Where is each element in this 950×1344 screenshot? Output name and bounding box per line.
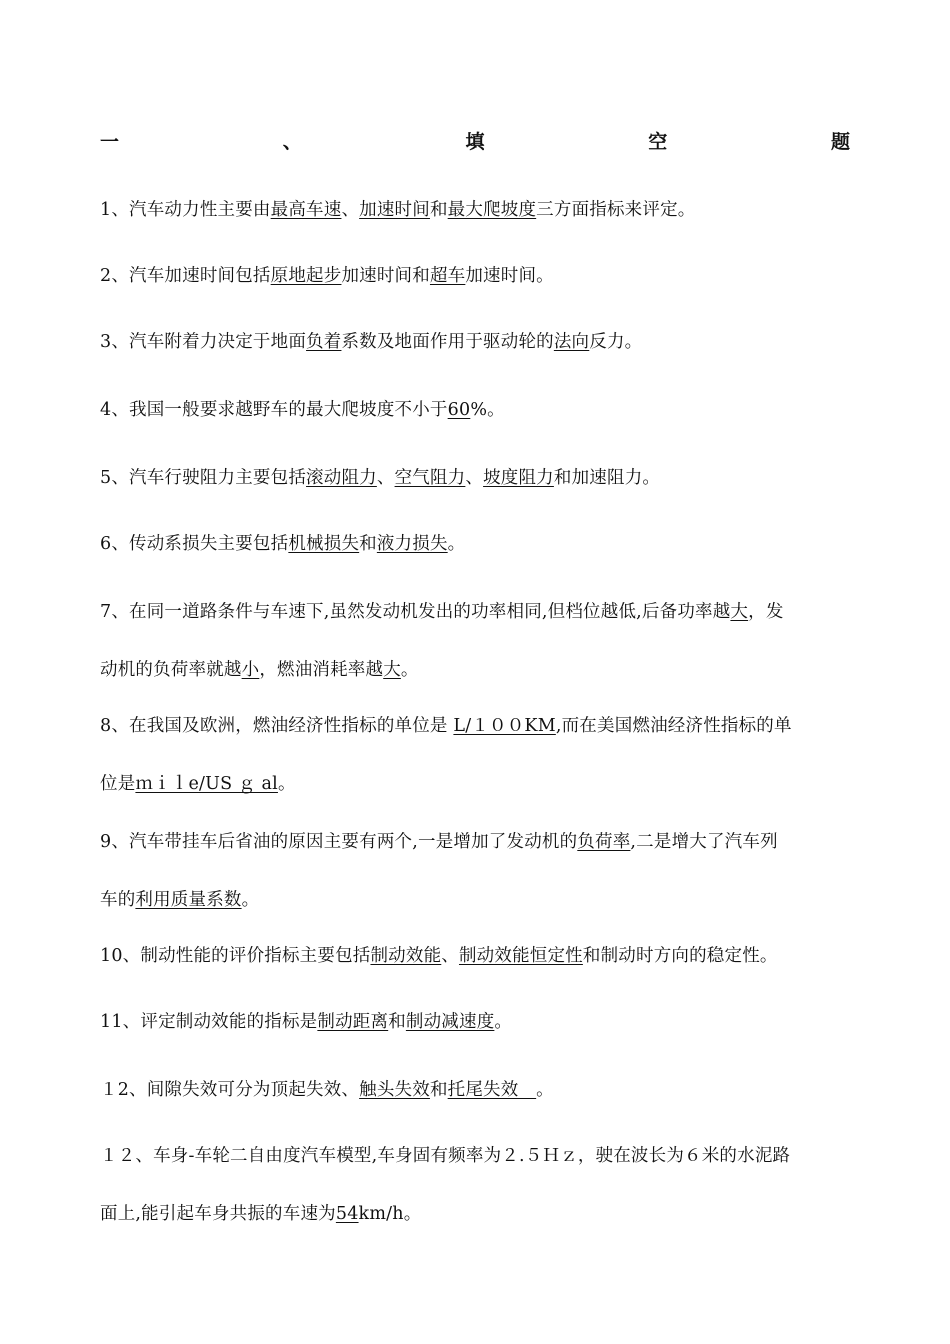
question-10 [100, 927, 852, 985]
answer: 制动距离 [317, 1012, 389, 1032]
text: 位是 [100, 774, 136, 794]
text: 和 [429, 200, 448, 220]
text: 三方面指标来评定。 [536, 200, 696, 220]
question-4 [100, 381, 852, 439]
text: 加速时间。 [465, 266, 554, 286]
answer: 最高车速 [270, 200, 342, 220]
text-line [100, 697, 852, 755]
text: 11、评定制动效能的指标是 [100, 1012, 318, 1032]
text: 加速时间和 [341, 266, 430, 286]
text: 面上,能引起车身共振的车速为 [100, 1204, 336, 1224]
question-7 [100, 583, 852, 699]
text: ,而在美国燃油经济性指标的单 [555, 716, 792, 736]
text: 。 [277, 774, 296, 794]
answer: 制动减速度 [405, 1012, 495, 1032]
text-line [100, 641, 852, 699]
text: 4、我国一般要求越野车的最大爬坡度不小于 [100, 400, 448, 420]
answer: ｍｉｌe/US ｇ al [135, 774, 278, 794]
answer: L/１００KM [453, 716, 556, 736]
text: ,二是增大了汽车列 [630, 832, 778, 852]
text: 反力。 [589, 332, 643, 352]
answer: 机械损失 [288, 534, 360, 554]
answer: 超车 [429, 266, 466, 286]
answer: 负着 [306, 332, 342, 352]
answer: 小 [241, 660, 260, 680]
answer: 大 [730, 602, 749, 622]
heading-char: 空 [648, 131, 668, 153]
text: 。 [241, 890, 260, 910]
text: 系数及地面作用于驱动轮的 [341, 332, 554, 352]
question-3 [100, 313, 852, 371]
text: 和 [388, 1012, 406, 1032]
text: %。 [470, 400, 505, 420]
text-line [100, 755, 852, 813]
answer: 原地起步 [270, 266, 342, 286]
heading-char: 题 [830, 131, 850, 153]
text: 。 [400, 660, 419, 680]
answer: 60 [447, 400, 471, 420]
answer: 加速时间 [359, 200, 430, 220]
answer: 利用质量系数 [135, 890, 242, 910]
text: 和加速阻力。 [553, 468, 661, 488]
text: １2、间隙失效可分为顶起失效、 [100, 1080, 360, 1100]
text: 。 [447, 534, 466, 554]
question-12b [100, 1127, 852, 1243]
text: 5、汽车行驶阻力主要包括 [100, 468, 307, 488]
text: 8、在我国及欧洲，燃油经济性指标的单位是 [100, 716, 454, 736]
heading-char: 填 [465, 131, 485, 153]
text: 10、制动性能的评价指标主要包括 [100, 946, 371, 966]
answer: 负荷率 [577, 832, 631, 852]
answer: 空气阻力 [394, 468, 466, 488]
text: 和制动时方向的稳定性。 [582, 946, 778, 966]
text-line [100, 1185, 852, 1243]
text: 、 [465, 468, 484, 488]
answer: 滚动阻力 [306, 468, 377, 488]
text: 、 [441, 946, 459, 966]
text: 7、在同一道路条件与车速下,虽然发动机发出的功率相同,但档位越低,后备功率越 [100, 602, 731, 622]
text: 和 [359, 534, 377, 554]
text: 6、传动系损失主要包括 [100, 534, 289, 554]
text: 、 [341, 200, 360, 220]
text: ，燃油消耗率越 [259, 660, 384, 680]
text: 1、汽车动力性主要由 [100, 200, 271, 220]
text: 。 [536, 1080, 554, 1100]
heading-char: 、 [282, 131, 302, 153]
question-12a [100, 1061, 852, 1119]
text: ，发 [748, 602, 784, 622]
answer: 液力损失 [376, 534, 448, 554]
heading-char: 一 [100, 131, 120, 153]
text: 和 [429, 1080, 448, 1100]
answer: 大 [383, 660, 401, 680]
text: 9、汽车带挂车后省油的原因主要有两个,一是增加了发动机的 [100, 832, 578, 852]
question-9 [100, 813, 852, 929]
answer: 托尾失效 [447, 1080, 537, 1100]
text: 。 [494, 1012, 513, 1032]
text: km/h。 [358, 1204, 422, 1224]
answer: 最大爬坡度 [447, 200, 537, 220]
question-5 [100, 449, 852, 507]
question-8 [100, 697, 852, 813]
section-heading [100, 127, 850, 154]
text: 动机的负荷率就越 [100, 660, 242, 680]
question-2 [100, 247, 852, 305]
answer: 制动效能 [370, 946, 442, 966]
question-6 [100, 515, 852, 573]
question-1 [100, 181, 852, 239]
text-line [100, 813, 852, 871]
answer: 触头失效 [359, 1080, 430, 1100]
answer: 制动效能恒定性 [458, 946, 583, 966]
text: 2、汽车加速时间包括 [100, 266, 271, 286]
answer: 法向 [553, 332, 590, 352]
text-line [100, 583, 852, 641]
text-line: １２、车身-车轮二自由度汽车模型,车身固有频率为２.５Ｈｚ，驶在波长为６米的水泥路 [100, 1146, 791, 1166]
answer: 坡度阻力 [483, 468, 554, 488]
question-11 [100, 993, 852, 1051]
answer: 54 [335, 1204, 359, 1224]
text: 3、汽车附着力决定于地面 [100, 332, 307, 352]
text: 、 [376, 468, 395, 488]
text: 车的 [100, 890, 136, 910]
text-line [100, 871, 852, 929]
